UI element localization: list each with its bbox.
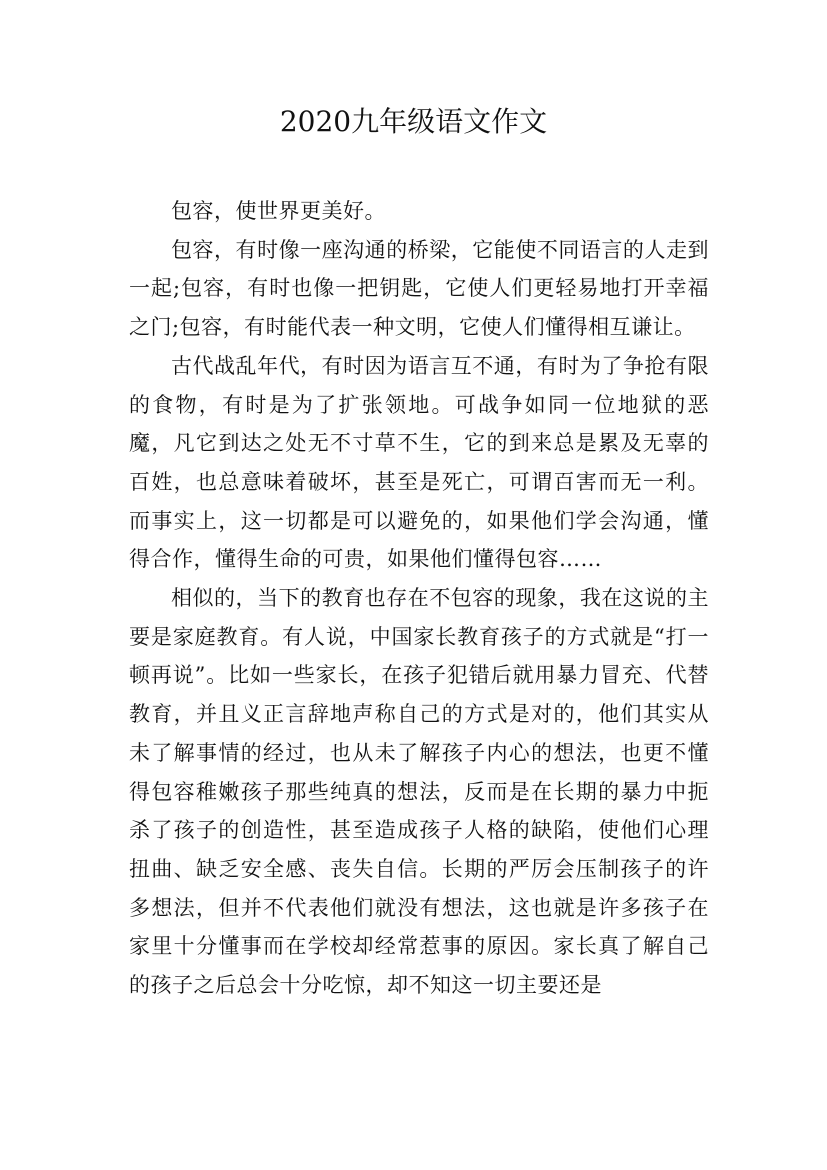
paragraph-4: 相似的，当下的教育也存在不包容的现象，我在这说的主要是家庭教育。有人说，中国家长教育孩子的方式就是“打一顿再说”。比如一些家长，在孩子犯错后就用暴力冒充、代替教育，并且义正言辞地声称自己的方式是对的，他们其实从未了解事情的经过，也从未了解孩子内心的想法，也更不懂得包容稚嫩孩子那些纯真的想法，反而是在长期的暴力中扼杀了孩子的创造性，甚至造成孩子人格的缺陷，使他们心理扭曲、缺乏安全感、丧失自信。长期的严厉会压制孩子的许多想法，但并不代表他们就没有想法，这也就是许多孩子在家里十分懂事而在学校却经常惹事的原因。家长真了解自己的孩子之后总会十分吃惊，却不知这一切主要还是: [129, 586, 709, 998]
paragraph-3: 古代战乱年代，有时因为语言互不通，有时为了争抢有限的食物，有时是为了扩张领地。可战争如同一位地狱的恶魔，凡它到达之处无不寸草不生，它的到来总是累及无辜的百姓，也总意味着破坏，甚至是死亡，可谓百害而无一利。而事实上，这一切都是可以避免的，如果他们学会沟通，懂得合作，懂得生命的可贵，如果他们懂得包容……: [129, 353, 709, 572]
document-title: 2020九年级语文作文: [279, 105, 548, 138]
paragraph-2: 包容，有时像一座沟通的桥梁，它能使不同语言的人走到一起;包容，有时也像一把钥匙，它使人们更轻易地打开幸福之门;包容，有时能代表一种文明，它使人们懂得相互谦让。: [129, 237, 709, 340]
document-body: [129, 192, 709, 1005]
paragraph-1: 包容，使世界更美好。: [171, 199, 386, 223]
